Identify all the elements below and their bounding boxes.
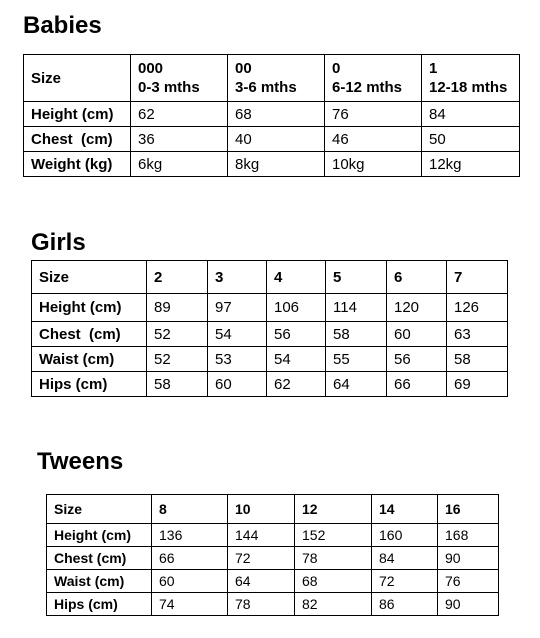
babies-size-age: 0-3 mths [138,79,200,96]
tweens-size-cell: 8 [152,495,228,524]
babies-size-label: Size [31,69,62,87]
tweens-size-table [46,494,499,616]
table-cell: 52 [147,347,208,372]
table-cell: 36 [131,127,228,152]
girls-size-table [31,260,508,397]
girls-row-waist [32,347,508,372]
table-cell: 62 [267,372,326,397]
girls-size-cell: 6 [387,261,447,294]
table-cell: 60 [152,570,228,593]
babies-row-height [24,102,520,127]
table-cell: 144 [228,524,295,547]
table-cell: 55 [326,347,387,372]
table-cell: 136 [152,524,228,547]
row-label: Height (cm) [24,102,131,127]
girls-header-row [32,261,508,294]
table-cell: 76 [438,570,499,593]
table-cell: 152 [295,524,372,547]
table-cell: 53 [208,347,267,372]
row-label: Height (cm) [32,294,147,322]
babies-size-cell [131,55,228,102]
tweens-size-cell: 14 [372,495,438,524]
row-label: Chest (cm) [24,127,131,152]
babies-size-age: 6-12 mths [332,79,403,96]
table-cell: 78 [228,593,295,616]
table-cell: 89 [147,294,208,322]
table-cell: 66 [152,547,228,570]
row-label: Chest (cm) [47,547,152,570]
table-cell: 69 [447,372,508,397]
tweens-row-waist [47,570,499,593]
table-cell: 52 [147,322,208,347]
girls-size-cell: 5 [326,261,387,294]
table-cell: 160 [372,524,438,547]
tweens-row-height [47,524,499,547]
table-cell: 90 [438,593,499,616]
row-label: Weight (kg) [24,152,131,177]
babies-row-weight [24,152,520,177]
table-cell: 72 [228,547,295,570]
table-cell: 86 [372,593,438,616]
tweens-row-hips [47,593,499,616]
babies-size-cell [422,55,520,102]
babies-size-code: 00 [235,60,252,77]
tweens-header-row [47,495,499,524]
tweens-row-chest [47,547,499,570]
babies-size-cell [228,55,325,102]
table-cell: 63 [447,322,508,347]
table-cell: 58 [447,347,508,372]
table-cell: 90 [438,547,499,570]
babies-size-label-cell [24,55,131,102]
girls-row-hips [32,372,508,397]
row-label: Waist (cm) [47,570,152,593]
table-cell: 84 [372,547,438,570]
table-cell: 50 [422,127,520,152]
table-cell: 6kg [131,152,228,177]
tweens-size-label: Size [47,495,152,524]
table-cell: 64 [326,372,387,397]
table-cell: 58 [147,372,208,397]
babies-size-code: 1 [429,60,438,77]
table-cell: 120 [387,294,447,322]
row-label: Hips (cm) [47,593,152,616]
table-cell: 76 [325,102,422,127]
table-cell: 97 [208,294,267,322]
girls-size-cell: 2 [147,261,208,294]
girls-title: Girls [31,229,86,256]
table-cell: 62 [131,102,228,127]
table-cell: 82 [295,593,372,616]
table-cell: 56 [387,347,447,372]
table-cell: 58 [326,322,387,347]
table-cell: 72 [372,570,438,593]
babies-size-code: 000 [138,60,164,77]
babies-title: Babies [23,12,102,39]
table-cell: 8kg [228,152,325,177]
table-cell: 54 [208,322,267,347]
table-cell: 106 [267,294,326,322]
girls-size-cell: 4 [267,261,326,294]
table-cell: 60 [387,322,447,347]
babies-size-cell [325,55,422,102]
babies-row-chest [24,127,520,152]
girls-row-chest [32,322,508,347]
table-cell: 12kg [422,152,520,177]
table-cell: 114 [326,294,387,322]
babies-size-age: 3-6 mths [235,79,297,96]
table-cell: 126 [447,294,508,322]
table-cell: 84 [422,102,520,127]
row-label: Chest (cm) [32,322,147,347]
table-cell: 64 [228,570,295,593]
babies-size-age: 12-18 mths [429,79,508,96]
table-cell: 46 [325,127,422,152]
girls-size-cell: 3 [208,261,267,294]
tweens-title: Tweens [37,448,124,475]
table-cell: 60 [208,372,267,397]
table-cell: 68 [295,570,372,593]
girls-row-height [32,294,508,322]
girls-size-label: Size [32,261,147,294]
table-cell: 74 [152,593,228,616]
table-cell: 68 [228,102,325,127]
table-cell: 78 [295,547,372,570]
tweens-size-cell: 16 [438,495,499,524]
table-cell: 40 [228,127,325,152]
table-cell: 66 [387,372,447,397]
tweens-size-cell: 10 [228,495,295,524]
table-cell: 10kg [325,152,422,177]
table-cell: 54 [267,347,326,372]
babies-header-row [24,55,520,102]
table-cell: 56 [267,322,326,347]
row-label: Waist (cm) [32,347,147,372]
babies-size-table [23,54,520,177]
row-label: Hips (cm) [32,372,147,397]
girls-size-cell: 7 [447,261,508,294]
row-label: Height (cm) [47,524,152,547]
tweens-size-cell: 12 [295,495,372,524]
babies-size-code: 0 [332,60,341,77]
table-cell: 168 [438,524,499,547]
